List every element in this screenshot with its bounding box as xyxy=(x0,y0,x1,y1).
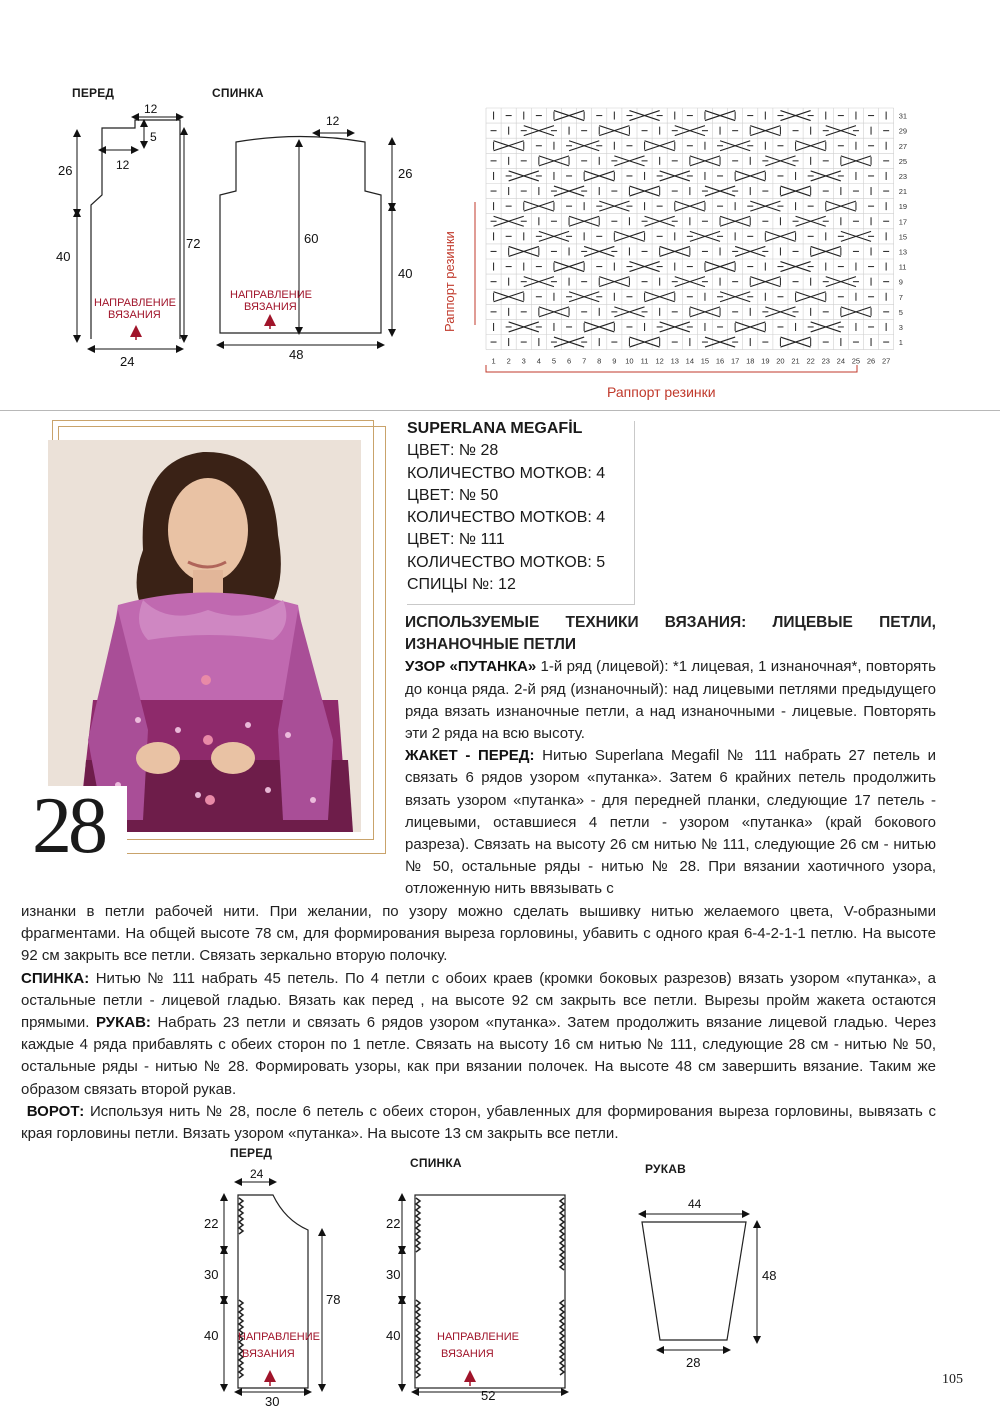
instructions-right-column xyxy=(405,612,936,901)
yarn-specs xyxy=(407,418,605,596)
front-neck-depth: 5 xyxy=(150,130,157,144)
chart-column-number: 23 xyxy=(821,356,830,366)
instructions-full-width xyxy=(21,901,936,1145)
chart-column-numbers xyxy=(491,357,890,366)
bottom-back-direction-line1: НАПРАВЛЕНИЕ xyxy=(437,1331,519,1343)
back-border-zigzag xyxy=(560,1300,564,1375)
front-width: 24 xyxy=(120,354,135,369)
rapport-horizontal-bracket xyxy=(486,365,857,372)
chart-column-number: 12 xyxy=(655,356,664,366)
front-direction-line1: НАПРАВЛЕНИЕ xyxy=(94,297,176,309)
bottom-front-title: ПЕРЕД xyxy=(230,1146,273,1160)
bottom-back-title: СПИНКА xyxy=(410,1156,462,1170)
chart-row-numbers xyxy=(899,112,907,347)
section-divider xyxy=(0,410,1000,411)
front-diagram-title: ПЕРЕД xyxy=(72,86,115,100)
chart-row-number: 9 xyxy=(898,277,903,287)
chart-row-number: 3 xyxy=(898,322,903,332)
chart-column-number: 3 xyxy=(521,356,526,366)
bottom-back-top: 22 xyxy=(386,1216,401,1231)
back-text: Нитью № 111 набрать 45 петель. По 4 петли с обоих краев (кромки боковых разрезов) вязать узором «путанка», а остальные петли - лицевой гладью. Вязать как перед , на высоте 92 см закрыть все петли. Вырезы пройм жакета остаются прямыми. xyxy=(21,969,936,1032)
rapport-vertical-label: Раппорт резинки xyxy=(442,231,457,332)
sleeve-height: 48 xyxy=(762,1268,777,1283)
chart-row-number: 21 xyxy=(898,187,908,197)
back-neck-width: 12 xyxy=(326,114,340,128)
bottom-front-width: 30 xyxy=(265,1394,280,1409)
chart-row-number: 7 xyxy=(898,292,903,302)
chart-column-number: 7 xyxy=(582,356,587,366)
pattern-text: 1-й ряд (лицевой): *1 лицевая, 1 изнаночная*, повторять до конца ряда. 2-й ряд (изнаночный): над лицевыми петлями предыдущего ряда вязать изнаночные петли, а над изнаночными - лицевые. Повторять эти 2 ряда на всю высоту. xyxy=(405,658,936,743)
front-lower-height: 40 xyxy=(56,249,71,264)
bottom-front-neck: 24 xyxy=(250,1167,264,1181)
chart-column-number: 16 xyxy=(715,356,725,366)
pattern-paragraph xyxy=(405,656,936,745)
chart-column-number: 24 xyxy=(836,356,846,366)
back-armhole-height: 26 xyxy=(398,166,413,181)
back-direction-line2: ВЯЗАНИЯ xyxy=(244,301,297,313)
stitch-chart xyxy=(435,100,965,405)
page-number: 105 xyxy=(942,1372,963,1387)
back-border-zigzag xyxy=(416,1198,420,1252)
bottom-schematics xyxy=(190,1160,790,1410)
top-schematics xyxy=(40,95,460,375)
front-paragraph xyxy=(405,745,936,900)
chart-column-number: 13 xyxy=(670,356,679,366)
chart-column-number: 26 xyxy=(866,356,876,366)
chart-column-number: 22 xyxy=(806,356,815,366)
front-neck-width: 12 xyxy=(144,102,158,116)
bottom-back-width: 52 xyxy=(481,1388,496,1403)
chart-column-number: 2 xyxy=(506,356,511,366)
bottom-back-direction-line2: ВЯЗАНИЯ xyxy=(441,1348,494,1360)
chart-row-number: 5 xyxy=(898,307,903,317)
chart-row-number: 27 xyxy=(898,141,908,151)
chart-column-number: 1 xyxy=(491,356,496,366)
chart-row-number: 11 xyxy=(898,262,907,272)
techniques-title: ИСПОЛЬЗУЕМЫЕ ТЕХНИКИ ВЯЗАНИЯ: ЛИЦЕВЫЕ ПЕТЛИ, ИЗНАНОЧНЫЕ ПЕТЛИ xyxy=(405,614,936,654)
chart-column-number: 8 xyxy=(597,356,602,366)
front-armhole-height: 26 xyxy=(58,163,73,178)
back-label: СПИНКА: xyxy=(21,969,90,987)
model-number: 28 xyxy=(32,782,104,870)
chart-column-number: 20 xyxy=(776,356,785,366)
bottom-back-lower: 40 xyxy=(386,1328,401,1343)
pattern-label: УЗОР «ПУТАНКА» xyxy=(405,658,537,676)
spec-line: КОЛИЧЕСТВО МОТКОВ: 4 xyxy=(407,509,606,527)
sleeve-outline xyxy=(642,1222,746,1340)
rapport-horizontal-label: Раппорт резинки xyxy=(607,384,716,400)
front-total-height: 72 xyxy=(186,236,201,251)
bottom-front-direction-line2: ВЯЗАНИЯ xyxy=(242,1348,295,1360)
spec-line: КОЛИЧЕСТВО МОТКОВ: 5 xyxy=(407,553,606,571)
chart-row-number: 13 xyxy=(898,247,908,257)
chart-column-number: 14 xyxy=(685,356,695,366)
sleeve-bottom-width: 28 xyxy=(686,1355,701,1370)
back-direction-line1: НАПРАВЛЕНИЕ xyxy=(230,289,312,301)
chart-column-number: 6 xyxy=(566,356,572,366)
chart-row-number: 29 xyxy=(898,126,908,136)
back-lower-height: 40 xyxy=(398,266,413,281)
bottom-front-total: 78 xyxy=(326,1292,341,1307)
specs-frame-line xyxy=(407,604,635,605)
chart-column-number: 15 xyxy=(700,356,710,366)
chart-row-number: 31 xyxy=(898,111,908,121)
bottom-back-mid: 30 xyxy=(386,1267,401,1282)
sleeve-top-width: 44 xyxy=(688,1197,702,1211)
back-center-height: 60 xyxy=(304,231,319,246)
front-border-zigzag xyxy=(239,1198,243,1234)
bottom-front-direction-line1: НАПРАВЛЕНИЕ xyxy=(238,1331,320,1343)
back-diagram-title: СПИНКА xyxy=(212,86,264,100)
spec-line: ЦВЕТ: № 50 xyxy=(407,486,499,504)
front-label: ЖАКЕТ - ПЕРЕД: xyxy=(405,747,535,765)
chart-column-number: 25 xyxy=(851,356,861,366)
chart-column-number: 9 xyxy=(612,356,617,366)
front-text: Нитью Superlana Megafil № 111 набрать 27 петель и связать 6 рядов узором «путанка». Затем 6 крайних петель продолжить вязать узором «путанка» - для передней планки, следующие 17 петель - лицевыми, оставшиеся 4 петли - узором «путанка» (край бокового разреза). Связать на высоту 26 см нитью № 111, следующие 26 см - нитью № 50, остальные ряды - нитью № 28. При вязании хаотичного узора, отложенную нить ввязывать с xyxy=(405,747,936,898)
front-shoulder-width: 12 xyxy=(116,158,130,172)
front-direction-line2: ВЯЗАНИЯ xyxy=(108,309,161,321)
chart-column-number: 10 xyxy=(625,356,634,366)
spec-line: СПИЦЫ №: 12 xyxy=(407,576,516,594)
chart-row-number: 1 xyxy=(898,338,903,348)
chart-column-number: 5 xyxy=(551,356,557,366)
back-width: 48 xyxy=(289,347,304,362)
bottom-sleeve-title: РУКАВ xyxy=(645,1162,686,1176)
yarn-brand: SUPERLANA MEGAFİL xyxy=(407,420,583,437)
back-border-zigzag xyxy=(416,1300,420,1378)
back-sleeve-paragraph xyxy=(21,968,936,1101)
chart-column-number: 18 xyxy=(746,356,755,366)
front-paragraph-continued: изнанки в петли рабочей нити. При желании, по узору можно сделать вышивку нитью желаемого цвета, V-образными фрагментами. На общей высоте 78 см, для формирования выреза горловины, убавить с одного края 6-4-2-1-1 петлю. На высоте 92 см закрыть все петли. Связать зеркально вторую полочку. xyxy=(21,903,936,965)
collar-paragraph xyxy=(21,1101,936,1145)
chart-row-number: 25 xyxy=(898,156,908,166)
chart-column-number: 11 xyxy=(640,356,649,366)
chart-column-number: 17 xyxy=(730,356,740,366)
spec-line: ЦВЕТ: № 111 xyxy=(407,531,505,549)
chart-row-number: 19 xyxy=(898,202,908,212)
chart-column-number: 4 xyxy=(536,356,541,366)
bottom-front-lower: 40 xyxy=(204,1328,219,1343)
sleeve-text: Набрать 23 петли и связать 6 рядов узором «путанка». Затем продолжить вязание лицевой гладью. Через каждые 4 ряда прибавлять с обеих сторон по 1 петле. Связать на высоту 16 см нитью № 111, следующие 28 см - нитью № 50, остальные ряды - нитью № 28. Формировать узоры, как при вязании полочек. На высоте 48 см завершить вязание. Таким же образом связать второй рукав. xyxy=(21,1014,936,1098)
spec-line: КОЛИЧЕСТВО МОТКОВ: 4 xyxy=(407,464,606,482)
chart-row-number: 17 xyxy=(898,217,908,227)
model-photo xyxy=(48,440,361,832)
collar-text: Используя нить № 28, после 6 петель с обеих сторон, убавленных для формирования выреза горловины, вывязать с края горловины петли. Вязать узором «путанка». На высоте 13 см закрыть все петли. xyxy=(21,1102,936,1143)
chart-row-number: 23 xyxy=(898,171,908,181)
specs-frame-line xyxy=(634,421,635,604)
chart-row-number: 15 xyxy=(898,232,908,242)
chart-column-number: 19 xyxy=(761,356,770,366)
collar-label: ВОРОТ: xyxy=(26,1102,85,1120)
spec-line: ЦВЕТ: № 28 xyxy=(407,442,499,460)
bottom-front-top: 22 xyxy=(204,1216,219,1231)
back-border-zigzag xyxy=(560,1198,564,1270)
chart-column-number: 21 xyxy=(791,356,800,366)
chart-column-number: 27 xyxy=(881,356,891,366)
sleeve-label: РУКАВ: xyxy=(95,1014,151,1032)
bottom-front-mid: 30 xyxy=(204,1267,219,1282)
